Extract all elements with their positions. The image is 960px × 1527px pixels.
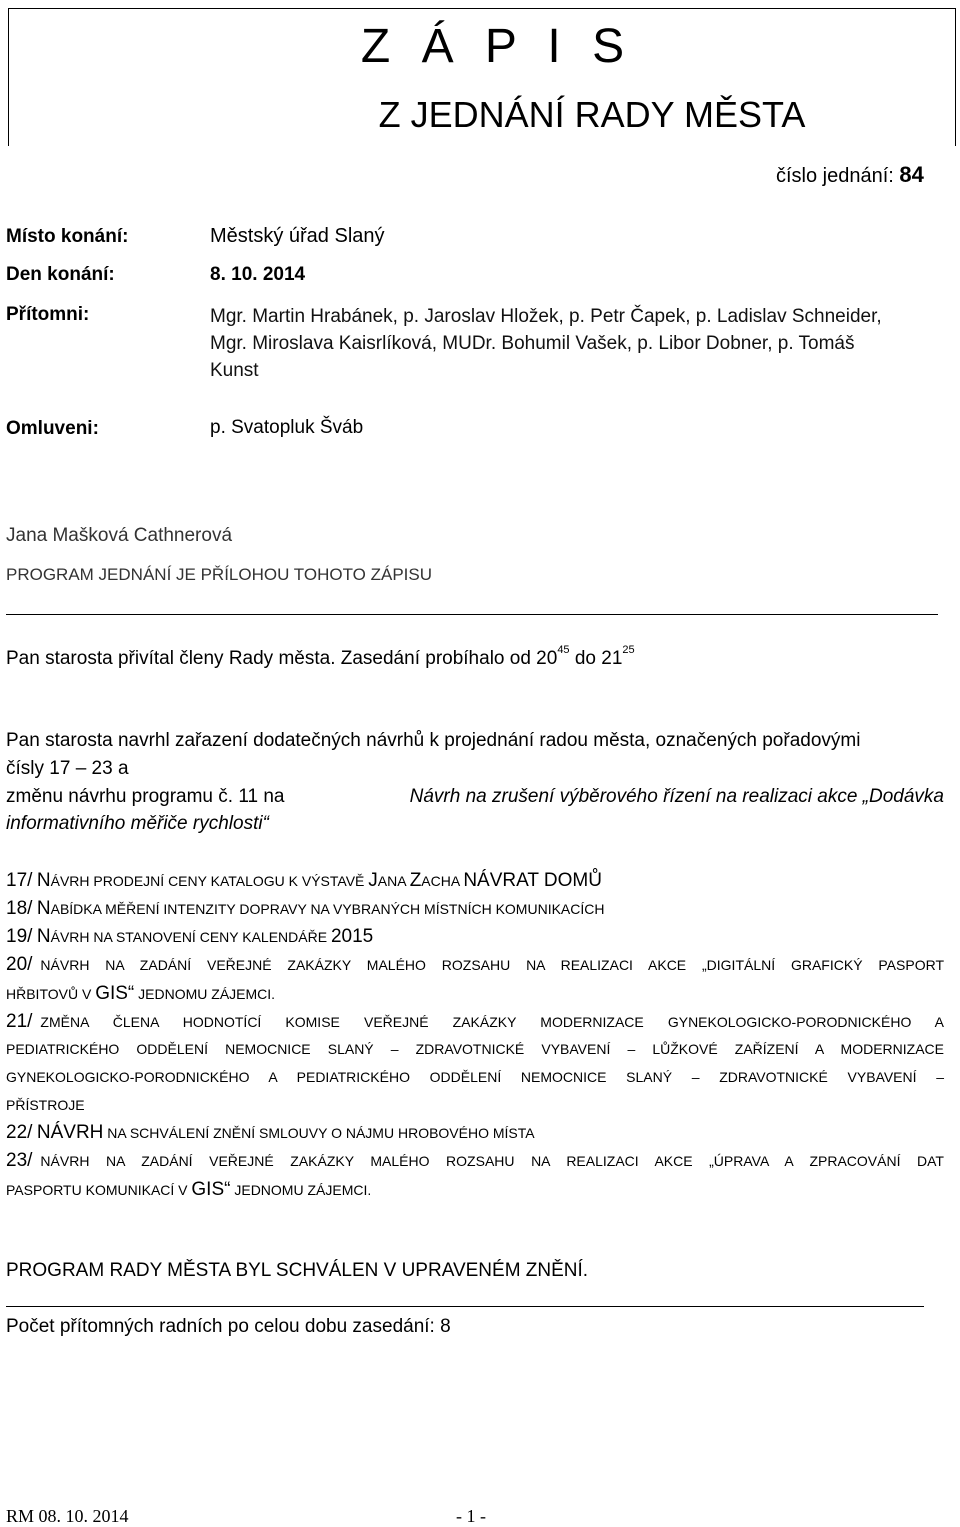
welcome-mid: do 21 (569, 648, 623, 669)
excused-label: Omluveni: (6, 418, 99, 439)
present-line-1: Mgr. Martin Hrabánek, p. Jaroslav Hložek, p. Petr Čapek, p. Ladislav Schneider, (210, 306, 882, 327)
case-number-value: 84 (899, 162, 924, 187)
item-17-cap-2: J (368, 870, 378, 891)
item-21-number: 21/ (6, 1011, 33, 1032)
item-20-number: 20/ (6, 954, 33, 975)
item-17-text-1: ÁVRH PRODEJNÍ CENY KATALOGU K VÝSTAVĚ (50, 873, 369, 889)
place-label: Místo konání: (6, 226, 129, 247)
case-number-label: číslo jednání: (776, 165, 894, 187)
item-20-gis: GIS“ (95, 983, 135, 1004)
present-line-2: Mgr. Miroslava Kaisrlíková, MUDr. Bohumil Vašek, p. Libor Dobner, p. Tomáš (210, 333, 855, 354)
recorder-name: Jana Mašková Cathnerová (6, 525, 233, 546)
item-17-text-2: ANA (377, 873, 410, 889)
document-subtitle: Z JEDNÁNÍ RADY MĚSTA (378, 94, 806, 135)
proposal-plain: změnu návrhu programu č. 11 na (6, 786, 285, 807)
item-19-text: ÁVRH NA STANOVENÍ CENY KALENDÁŘE (50, 929, 331, 945)
approval-statement: PROGRAM RADY MĚSTA BYL SCHVÁLEN V UPRAVENÉM ZNĚNÍ. (6, 1260, 589, 1281)
place-value: Městský úřad Slaný (210, 225, 385, 247)
item-17-cap-3: Z (409, 870, 422, 891)
proposal-line-3 (6, 786, 944, 808)
present-label: Přítomni: (6, 304, 90, 325)
proposal-line-1: Pan starosta navrhl zařazení dodatečných návrhů k projednání radou města, označených pořadovými (6, 730, 861, 751)
item-20-text-3: JEDNOMU ZÁJEMCI. (134, 986, 276, 1002)
item-21-line-2: PEDIATRICKÉHO ODDĚLENÍ NEMOCNICE SLANÝ – ZDRAVOTNICKÉ VYBAVENÍ – LŮŽKOVÉ ZAŘÍZENÍ A MODERNIZACE (6, 1041, 944, 1057)
footer-date: RM 08. 10. 2014 (6, 1506, 129, 1526)
date-label: Den konání: (6, 264, 115, 285)
item-21-line-3: GYNEKOLOGICKO-PORODNICKÉHO A PEDIATRICKÉHO ODDĚLENÍ NEMOCNICE SLANÝ – ZDRAVOTNICKÉ VYBAVENÍ – (6, 1069, 944, 1085)
item-17-text-3: ACHA (421, 873, 464, 889)
present-line-3: Kunst (210, 360, 259, 381)
item-17-title: NÁVRAT DOMŮ (463, 870, 602, 891)
end-minutes: 25 (622, 644, 635, 656)
item-21-text-1: ZMĚNA ČLENA HODNOTÍCÍ KOMISE VEŘEJNÉ ZAKÁZKY MODERNIZACE GYNEKOLOGICKO-PORODNICKÉHO A (40, 1014, 944, 1030)
item-23-line-1 (6, 1150, 944, 1172)
proposal-line-2: čísly 17 – 23 a (6, 758, 129, 779)
document-title: Z Á P I S (360, 20, 634, 73)
item-22 (6, 1122, 535, 1144)
item-17-number: 17/ (6, 870, 33, 891)
program-note: PROGRAM JEDNÁNÍ JE PŘÍLOHOU TOHOTO ZÁPISU (6, 565, 433, 584)
item-23-text-1: NÁVRH NA ZADÁNÍ VEŘEJNÉ ZAKÁZKY MALÉHO ROZSAHU NA REALIZACI AKCE „ÚPRAVA A ZPRACOVÁNÍ DAT (40, 1153, 944, 1169)
item-17-cap-1: N (36, 870, 51, 891)
proposal-line-4: informativního měřiče rychlosti“ (6, 813, 269, 834)
item-19-year: 2015 (330, 926, 374, 947)
item-17 (6, 870, 602, 892)
item-21-line-1 (6, 1011, 944, 1033)
item-19-cap: N (36, 926, 51, 947)
excused-value: p. Svatopluk Šváb (210, 417, 364, 438)
item-20-line-2 (6, 983, 275, 1005)
item-22-number: 22/ (6, 1122, 33, 1143)
item-18-cap: N (36, 898, 51, 919)
item-18-number: 18/ (6, 898, 33, 919)
item-18 (6, 898, 604, 920)
start-minutes: 45 (557, 644, 570, 656)
item-20-text-1: NÁVRH NA ZADÁNÍ VEŘEJNÉ ZAKÁZKY MALÉHO ROZSAHU NA REALIZACI AKCE „DIGITÁLNÍ GRAFICKÝ PASPORT (40, 957, 944, 973)
item-23-line-2 (6, 1179, 371, 1201)
item-18-text: ABÍDKA MĚŘENÍ INTENZITY DOPRAVY NA VYBRANÝCH MÍSTNÍCH KOMUNIKACÍCH (50, 901, 605, 917)
item-23-text-3: JEDNOMU ZÁJEMCI. (230, 1182, 372, 1198)
item-23-number: 23/ (6, 1150, 33, 1171)
item-22-text: NA SCHVÁLENÍ ZNĚNÍ SMLOUVY O NÁJMU HROBOVÉHO MÍSTA (103, 1125, 535, 1141)
divider-line (6, 614, 938, 615)
item-19-number: 19/ (6, 926, 33, 947)
item-20-text-2: HŘBITOVŮ V (6, 986, 96, 1002)
item-23-text-2: PASPORTU KOMUNIKACÍ V (6, 1182, 192, 1198)
divider-line-2 (6, 1306, 924, 1307)
item-19 (6, 926, 373, 948)
item-20-line-1 (6, 954, 944, 976)
attendance-count: Počet přítomných radních po celou dobu zasedání: 8 (6, 1316, 451, 1337)
welcome-main: Pan starosta přivítal členy Rady města. Zasedání probíhalo od 20 (6, 648, 558, 669)
page-number: - 1 - (456, 1506, 486, 1526)
date-value: 8. 10. 2014 (210, 264, 306, 285)
item-21-line-4: PŘÍSTROJE (6, 1097, 85, 1113)
welcome-text (6, 644, 635, 670)
item-23-gis: GIS“ (191, 1179, 231, 1200)
title-box (8, 8, 956, 146)
case-number (776, 162, 924, 188)
item-22-title: NÁVRH (36, 1122, 104, 1143)
proposal-italic: Návrh na zrušení výběrového řízení na realizaci akce „Dodávka (409, 786, 944, 807)
